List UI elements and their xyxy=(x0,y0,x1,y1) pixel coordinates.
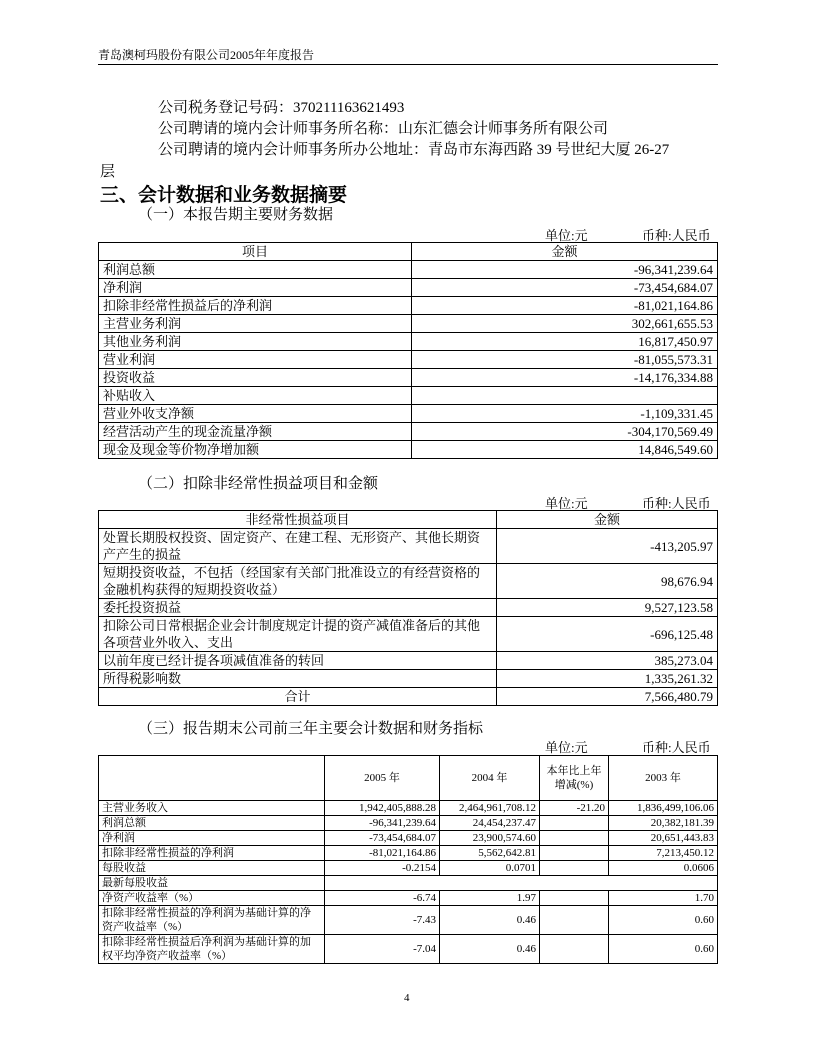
table-cell: 扣除非经常性损益后的净利润 xyxy=(99,297,412,315)
table-cell: 净利润 xyxy=(99,279,412,297)
table-cell: 利润总额 xyxy=(99,261,412,279)
table-row xyxy=(99,670,718,688)
table-cell: 净资产收益率（%） xyxy=(99,891,325,906)
table-cell: -96,341,239.64 xyxy=(412,261,718,279)
table-row xyxy=(99,816,718,831)
table-cell xyxy=(412,387,718,405)
table-row xyxy=(99,405,718,423)
main-financial-table xyxy=(98,242,718,459)
table-row xyxy=(99,906,718,935)
table-cell: 1,942,405,888.28 xyxy=(325,801,440,816)
table-row xyxy=(99,315,718,333)
nonrecurring-table xyxy=(98,510,718,706)
table-cell: -14,176,334.88 xyxy=(412,369,718,387)
table-cell xyxy=(540,861,609,876)
table-cell: 经营活动产生的现金流量净额 xyxy=(99,423,412,441)
three-year-table xyxy=(98,755,718,964)
table-cell: 每股收益 xyxy=(99,861,325,876)
tax-id-line: 公司税务登记号码：370211163621493 xyxy=(158,100,405,116)
table-cell: 扣除非经常性损益的净利润为基础计算的净资产收益率（%） xyxy=(99,906,325,935)
table-cell: -81,055,573.31 xyxy=(412,351,718,369)
table-cell: 7,213,450.12 xyxy=(609,846,718,861)
table-row xyxy=(99,935,718,964)
auditor-address-cont: 层 xyxy=(100,164,116,180)
table-row xyxy=(99,831,718,846)
table-cell: 扣除公司日常根据企业会计制度规定计提的资产减值准备后的其他各项营业外收入、支出 xyxy=(99,617,497,652)
table-cell: -7.43 xyxy=(325,906,440,935)
table-cell: 最新每股收益 xyxy=(99,876,325,891)
table-cell: 0.46 xyxy=(440,906,540,935)
table-cell: 24,454,237.47 xyxy=(440,816,540,831)
table-cell: 本年比上年增减(%) xyxy=(540,756,609,801)
table-cell: 23,900,574.60 xyxy=(440,831,540,846)
table-cell xyxy=(540,891,609,906)
table-row xyxy=(99,617,718,652)
table-row xyxy=(99,756,718,801)
table-row xyxy=(99,333,718,351)
table-row xyxy=(99,652,718,670)
table-cell: 9,527,123.58 xyxy=(497,599,718,617)
table-cell: -413,205.97 xyxy=(497,529,718,564)
table-cell: -73,454,684.07 xyxy=(412,279,718,297)
running-header: 青岛澳柯玛股份有限公司2005年年度报告 xyxy=(98,48,315,62)
table-cell: 投资收益 xyxy=(99,369,412,387)
table-cell: -81,021,164.86 xyxy=(325,846,440,861)
table-cell: -21.20 xyxy=(540,801,609,816)
t3-currency: 币种:人民币 xyxy=(642,740,711,755)
table-cell: 1.97 xyxy=(440,891,540,906)
table-cell xyxy=(540,846,609,861)
table-cell: 金额 xyxy=(412,243,718,261)
table-cell: 2004 年 xyxy=(440,756,540,801)
table-row xyxy=(99,688,718,706)
table-cell: 7,566,480.79 xyxy=(497,688,718,706)
table-cell: -96,341,239.64 xyxy=(325,816,440,831)
t2-unit: 单位:元 xyxy=(545,496,588,511)
table-cell: 扣除非经常性损益的净利润 xyxy=(99,846,325,861)
table-cell: 2,464,961,708.12 xyxy=(440,801,540,816)
table-cell: 项目 xyxy=(99,243,412,261)
table-cell: -0.2154 xyxy=(325,861,440,876)
table-cell: 利润总额 xyxy=(99,816,325,831)
table-cell: 0.46 xyxy=(440,935,540,964)
table-row xyxy=(99,243,718,261)
table-cell: 2005 年 xyxy=(325,756,440,801)
table-cell: 其他业务利润 xyxy=(99,333,412,351)
table-cell: 302,661,655.53 xyxy=(412,315,718,333)
auditor-name-line: 公司聘请的境内会计师事务所名称：山东汇德会计师事务所有限公司 xyxy=(158,121,609,137)
table-row xyxy=(99,369,718,387)
table-row xyxy=(99,891,718,906)
table-cell: -73,454,684.07 xyxy=(325,831,440,846)
table-row xyxy=(99,861,718,876)
table-cell: 20,651,443.83 xyxy=(609,831,718,846)
table-cell: 2003 年 xyxy=(609,756,718,801)
table-cell xyxy=(99,756,325,801)
table-cell: -7.04 xyxy=(325,935,440,964)
table-cell: 385,273.04 xyxy=(497,652,718,670)
table-cell: 营业外收支净额 xyxy=(99,405,412,423)
table-cell: -81,021,164.86 xyxy=(412,297,718,315)
table-cell: 98,676.94 xyxy=(497,564,718,599)
table-row xyxy=(99,529,718,564)
table-cell: 净利润 xyxy=(99,831,325,846)
table-cell: 短期投资收益，不包括（经国家有关部门批准设立的有经营资格的金融机构获得的短期投资收益） xyxy=(99,564,497,599)
table-cell: 5,562,642.81 xyxy=(440,846,540,861)
table-cell: 1.70 xyxy=(609,891,718,906)
table-row xyxy=(99,387,718,405)
table-cell: 1,335,261.32 xyxy=(497,670,718,688)
auditor-address-line: 公司聘请的境内会计师事务所办公地址：青岛市东海西路 39 号世纪大厦 26-27 xyxy=(158,142,670,158)
table-cell: -6.74 xyxy=(325,891,440,906)
table-cell: 14,846,549.60 xyxy=(412,441,718,459)
table-cell xyxy=(540,831,609,846)
table-cell: 主营业务收入 xyxy=(99,801,325,816)
table-cell xyxy=(540,935,609,964)
table-cell: 16,817,450.97 xyxy=(412,333,718,351)
table-cell xyxy=(540,906,609,935)
table-cell: -696,125.48 xyxy=(497,617,718,652)
table-cell xyxy=(540,816,609,831)
table-row xyxy=(99,876,718,891)
section-title: 三、会计数据和业务数据摘要 xyxy=(100,185,348,206)
table-row xyxy=(99,564,718,599)
table-cell: 委托投资损益 xyxy=(99,599,497,617)
table-row xyxy=(99,599,718,617)
table-cell: -1,109,331.45 xyxy=(412,405,718,423)
table-cell: 0.60 xyxy=(609,906,718,935)
table-cell: -304,170,569.49 xyxy=(412,423,718,441)
t2-currency: 币种:人民币 xyxy=(642,496,711,511)
table-cell: 补贴收入 xyxy=(99,387,412,405)
table-cell: 营业利润 xyxy=(99,351,412,369)
table-row xyxy=(99,279,718,297)
table-cell: 20,382,181.39 xyxy=(609,816,718,831)
table-cell: 合计 xyxy=(99,688,497,706)
page-number: 4 xyxy=(404,992,410,1004)
t2-title: （二）扣除非经常性损益项目和金额 xyxy=(138,476,379,492)
table-cell: 1,836,499,106.06 xyxy=(609,801,718,816)
table-row xyxy=(99,846,718,861)
table-cell: 非经常性损益项目 xyxy=(99,511,497,529)
table-cell: 金额 xyxy=(497,511,718,529)
table-cell: 现金及现金等价物净增加额 xyxy=(99,441,412,459)
table-cell: 0.60 xyxy=(609,935,718,964)
empty-cell xyxy=(325,876,718,891)
t1-unit: 单位:元 xyxy=(545,228,588,243)
table-cell: 所得税影响数 xyxy=(99,670,497,688)
t1-title: （一）本报告期主要财务数据 xyxy=(138,207,334,223)
t3-unit: 单位:元 xyxy=(545,740,588,755)
table-row xyxy=(99,297,718,315)
table-cell: 处置长期股权投资、固定资产、在建工程、无形资产、其他长期资产产生的损益 xyxy=(99,529,497,564)
header-rule xyxy=(98,64,718,65)
table-row xyxy=(99,511,718,529)
table-row xyxy=(99,801,718,816)
table-row xyxy=(99,261,718,279)
table-row xyxy=(99,351,718,369)
table-row xyxy=(99,441,718,459)
table-cell: 扣除非经常性损益后净利润为基础计算的加权平均净资产收益率（%） xyxy=(99,935,325,964)
table-cell: 0.0606 xyxy=(609,861,718,876)
table-cell: 0.0701 xyxy=(440,861,540,876)
table-cell: 主营业务利润 xyxy=(99,315,412,333)
t1-currency: 币种:人民币 xyxy=(642,228,711,243)
t3-title: （三）报告期末公司前三年主要会计数据和财务指标 xyxy=(138,721,484,737)
table-row xyxy=(99,423,718,441)
table-cell: 以前年度已经计提各项减值准备的转回 xyxy=(99,652,497,670)
